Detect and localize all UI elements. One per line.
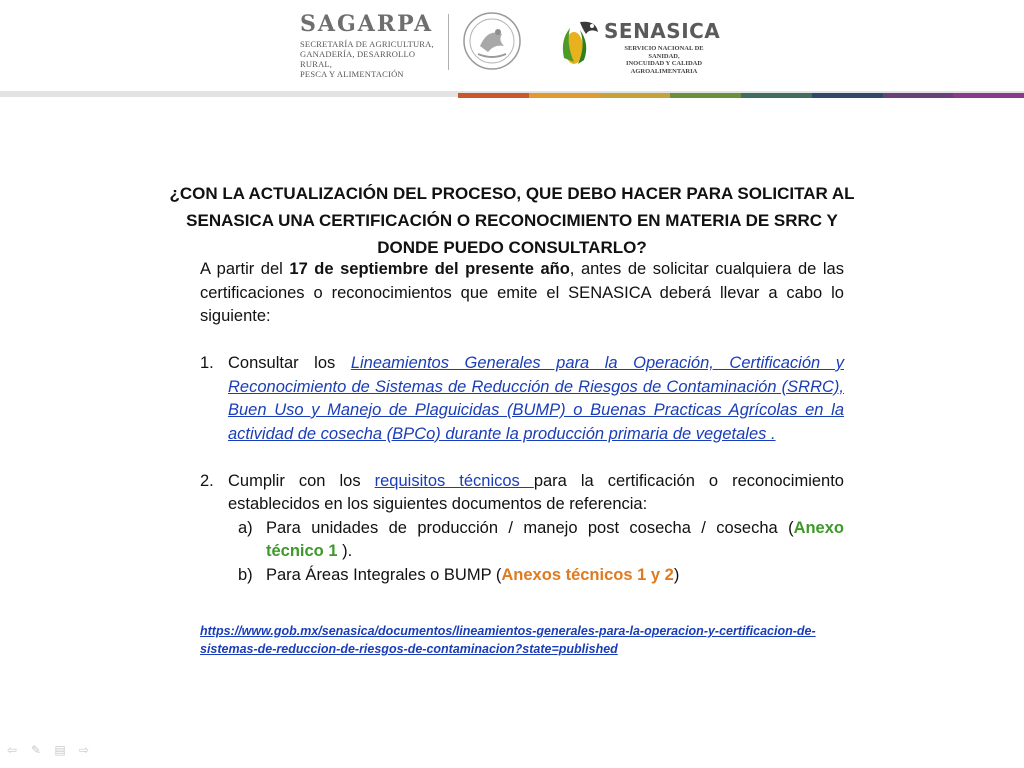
anexo-highlight: Anexo técnico 1 [266,518,844,560]
slide-header [0,0,1024,90]
color-stripe-segment [600,93,671,98]
sub-item-b [200,564,844,588]
color-stripe [458,93,1024,98]
list-number: 1. [200,354,214,372]
sub-text: Para Áreas Integrales o BUMP ( [266,565,502,584]
list-item-2 [200,470,844,517]
slide-nav [4,744,92,756]
sub-item-a [200,517,844,564]
sub-text: Para unidades de producción / manejo post cosecha / cosecha ( [266,518,794,537]
sub-label: a) [238,518,253,537]
intro-date: 17 de septiembre del presente año [289,260,570,278]
sub-text: ) [673,565,680,584]
senasica-subtitle-line: INOCUIDAD Y CALIDAD [625,60,703,67]
color-stripe-segment [458,93,529,98]
intro-paragraph [200,258,844,329]
prev-slide-icon[interactable]: ⇦ [6,743,18,757]
sub-text: ). [337,542,353,560]
list-text: para la certificación o reconocimiento establecidos en los siguientes documentos de referencia: [228,471,844,513]
pen-icon[interactable]: ✎ [30,743,42,757]
slide-title: ¿CON LA ACTUALIZACIÓN DEL PROCESO, QUE DEBO HACER PARA SOLICITAR AL SENASICA UNA CERTIFICACIÓN O RECONOCIMIENTO EN MATERIA DE SRRC Y DONDE PUEDO CONSULTARLO? [169,184,855,257]
senasica-subtitle-line: SERVICIO NACIONAL DE SANIDAD, [624,45,704,60]
header-divider [448,14,449,70]
lineamientos-link[interactable]: Lineamientos Generales para la Operación, Certificación y Reconocimiento de Sistemas de Reducción de Riesgos de Contaminación (SRRC), Buen Uso y Manejo de Plaguicidas (BUMP) o Buenas Practicas Agrícolas en la actividad de cosecha (BPCo) durante la producción primaria de vegetales . [228,354,844,443]
color-stripe-segment [741,93,812,98]
requisitos-link[interactable]: requisitos técnicos [374,471,534,490]
menu-icon[interactable]: ▤ [54,743,66,757]
senasica-subtitle-line: AGROALIMENTARIA [630,67,698,75]
color-stripe-segment [529,93,600,98]
color-stripe-segment [670,93,741,98]
list-text: Consultar los [228,354,351,372]
document-url-link[interactable]: https://www.gob.mx/senasica/documentos/lineamientos-generales-para-la-operacion-y-certificacion-de-sistemas-de-reduccion-de-riesgos-de-contaminacion?state=published [200,624,816,656]
intro-text: A partir del [200,260,290,278]
color-stripe-segment [812,93,883,98]
senasica-emblem-icon [556,18,600,66]
senasica-name: SENASICA [604,19,721,43]
sagarpa-subtitle [300,39,445,79]
list-item-1 [200,352,844,446]
color-stripe-segment [953,93,1024,98]
slide-body [200,258,844,587]
intro-text: , antes de solicitar cualquiera de las certificaciones o reconocimientos que emite el SENASICA deberá llevar a cabo lo siguiente: [200,260,844,325]
list-number: 2. [200,471,214,490]
color-stripe-segment [883,93,954,98]
mexico-seal-icon [458,10,526,72]
sagarpa-subtitle-line: PESCA Y ALIMENTACIÓN [300,69,404,79]
sagarpa-subtitle-line: GANADERÍA, DESARROLLO RURAL, [300,49,416,69]
sagarpa-logo [300,12,445,79]
next-slide-icon[interactable]: ⇨ [78,743,90,757]
list-text: Cumplir con los [228,471,375,490]
senasica-subtitle [614,45,714,75]
sagarpa-subtitle-line: SECRETARÍA DE AGRICULTURA, [300,39,434,49]
sagarpa-title: SAGARPA [300,11,434,37]
anexos-highlight: Anexos técnicos 1 y 2 [501,565,674,584]
sub-label: b) [238,565,253,584]
senasica-logo [556,18,756,75]
